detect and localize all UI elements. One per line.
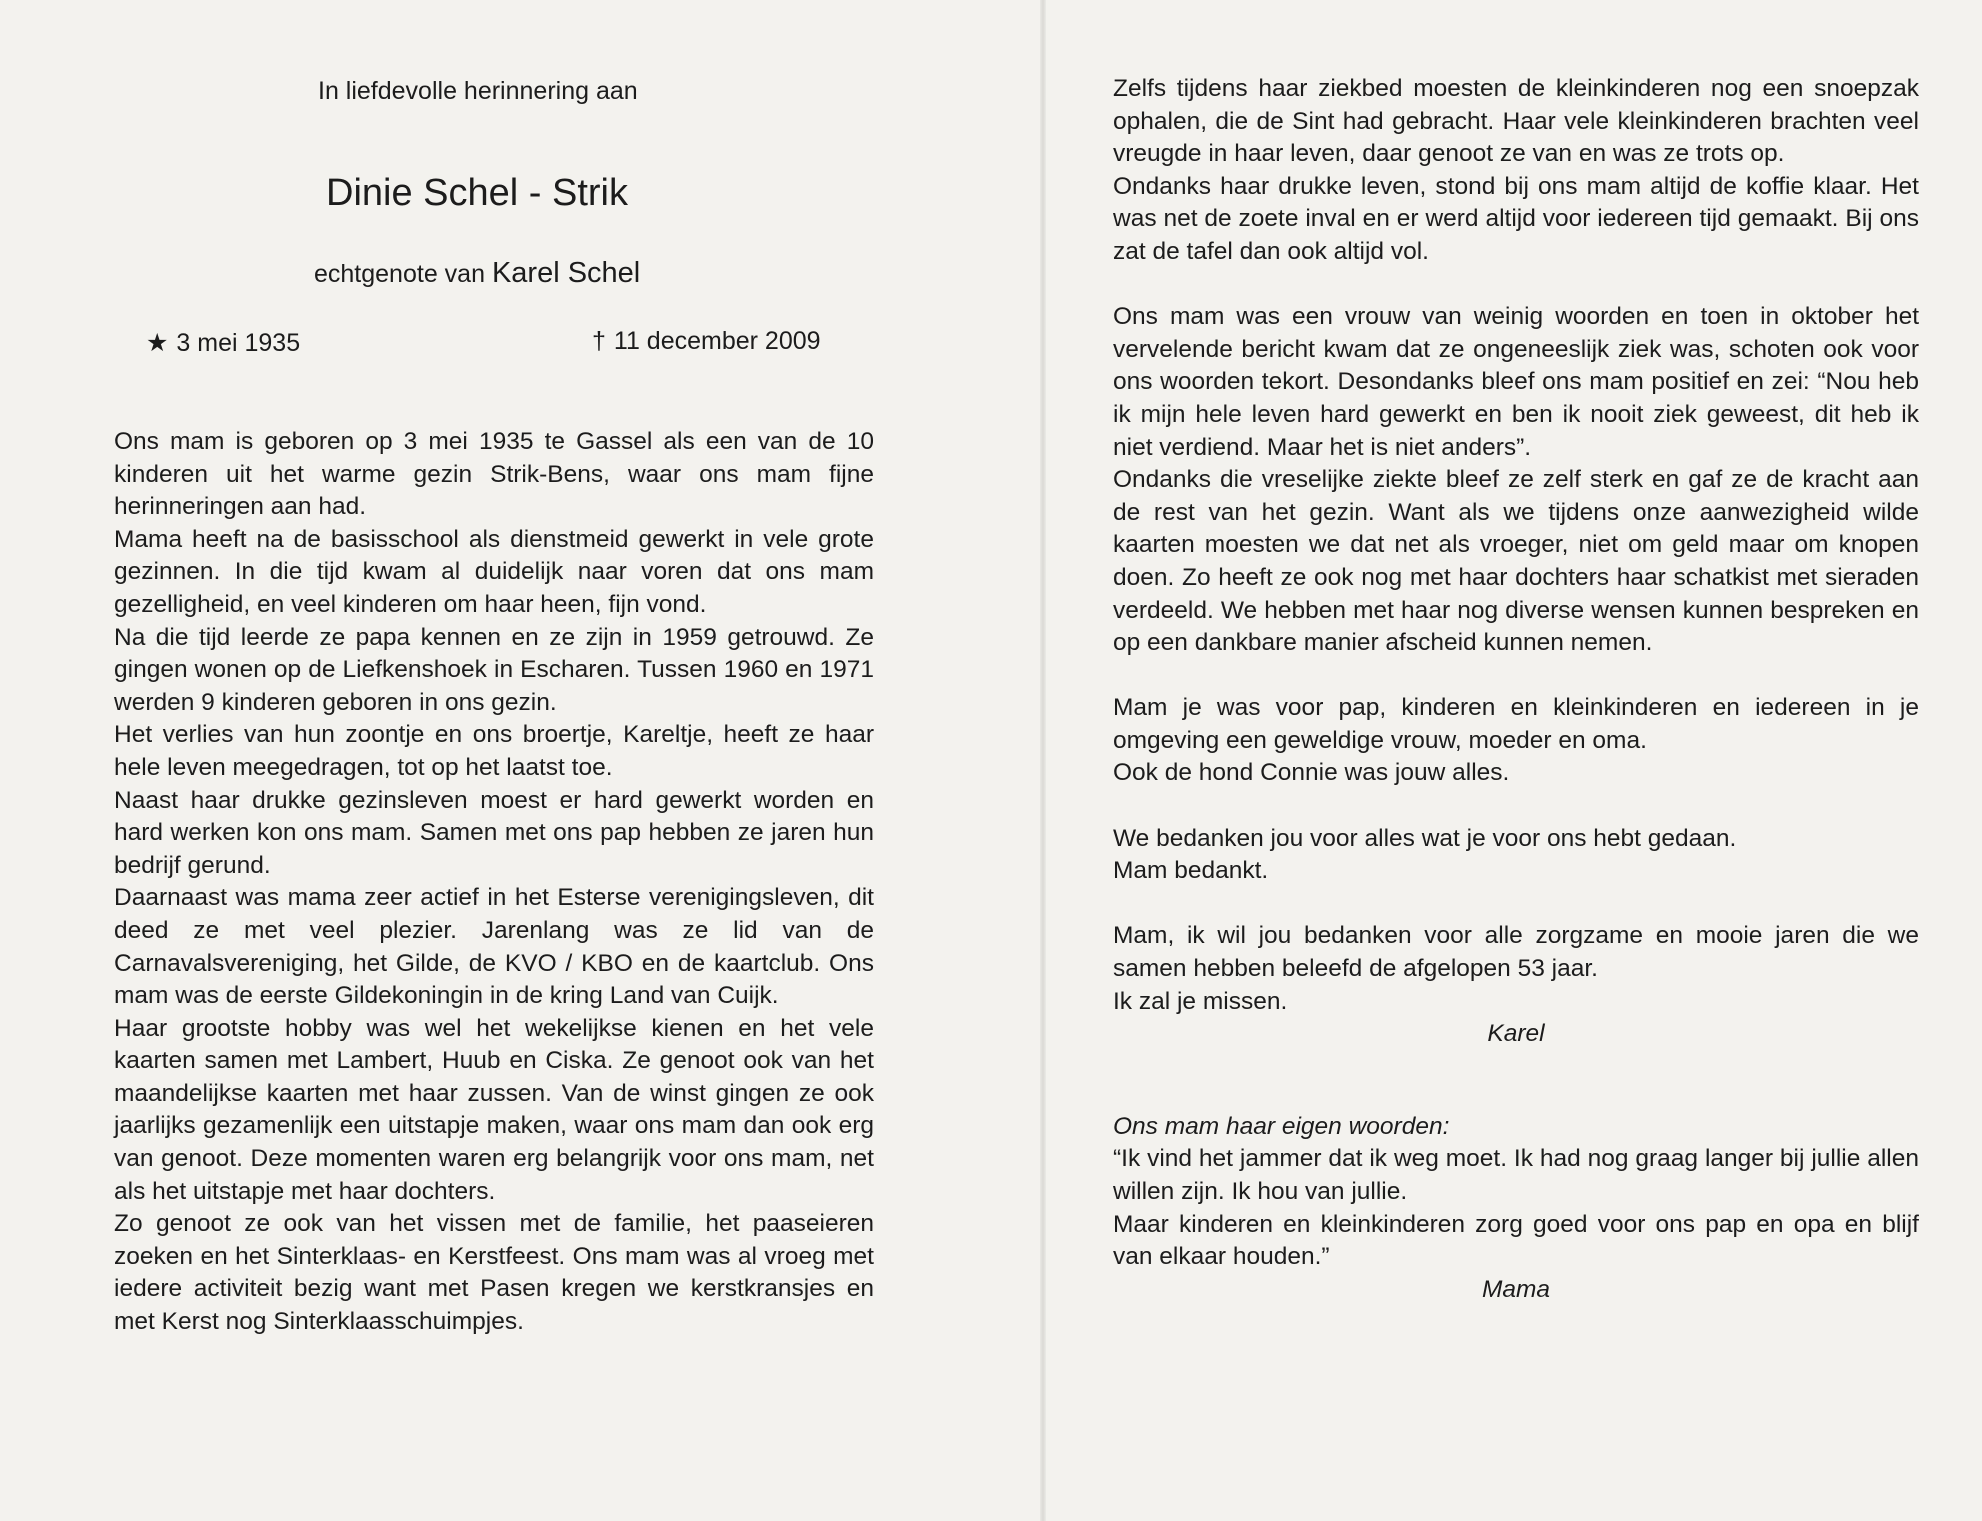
paragraph: Ons mam is geboren op 3 mei 1935 te Gassel als een van de 10 kinderen uit het warme gezin Strik-Bens, waar ons mam fijne herinneringen aan had.: [114, 428, 874, 521]
intro-text: In liefdevolle herinnering aan: [318, 77, 638, 105]
birth-date: [146, 326, 446, 360]
deceased-name: Dinie Schel - Strik: [326, 172, 628, 214]
quote-text: Maar kinderen en kleinkinderen zorg goed voor ons pap en opa en blijf van elkaar houden.”: [1113, 1210, 1919, 1271]
quote-text: “Ik vind het jammer dat ik weg moet. Ik had nog graag langer bij jullie allen willen zijn. Ik hou van jullie.: [1113, 1145, 1919, 1205]
paragraph: Na die tijd leerde ze papa kennen en ze zijn in 1959 getrouwd. Ze gingen wonen op de Liefkenshoek in Escharen. Tussen 1960 en 1971 werden 9 kinderen geboren in ons gezin.: [114, 623, 874, 716]
paragraph: Ons mam was een vrouw van weinig woorden en toen in oktober het vervelende bericht kwam dat ze ongeneeslijk ziek was, schoten ook voor ons woorden tekort. Desondanks bleef ons mam positief en zei: “Nou heb ik mijn hele leven hard gewerkt en ben ik nooit ziek geweest, dit heb ik niet verdiend. Maar het is niet anders”.: [1113, 303, 1919, 461]
spouse-name: Karel Schel: [491, 257, 641, 289]
cross-icon: †: [592, 327, 606, 355]
paragraph: Ondanks haar drukke leven, stond bij ons mam altijd de koffie klaar. Het was net de zoete inval en er werd altijd voor iedereen tijd gemaakt. Bij ons zat de tafel dan ook altijd vol.: [1113, 172, 1919, 265]
death-date: [592, 324, 892, 358]
tribute-text: [1113, 73, 1919, 1306]
quote-title: Ons mam haar eigen woorden:: [1113, 1112, 1450, 1140]
spouse-line: [314, 256, 834, 291]
paragraph: Ik zal je missen.: [1113, 987, 1288, 1015]
paragraph: Zelfs tijdens haar ziekbed moesten de kleinkinderen nog een snoepzak ophalen, die de Sint had gebracht. Haar vele kleinkinderen brachten veel vreugde in haar leven, daar genoot ze van en was ze trots op.: [1113, 75, 1919, 168]
death-date-text: 11 december 2009: [613, 327, 821, 355]
paragraph: Mama heeft na de basisschool als dienstmeid gewerkt in vele grote gezinnen. In die tijd kwam al duidelijk naar voren dat ons mam gezelligheid, en veel kinderen om haar heen, fijn vond.: [114, 525, 874, 618]
spouse-prefix: echtgenote van: [314, 260, 485, 288]
biography: [114, 426, 874, 1339]
paragraph: Ook de hond Connie was jouw alles.: [1113, 759, 1510, 787]
paragraph: Daarnaast was mama zeer actief in het Esterse verenigingsleven, dit deed ze met veel plezier. Jarenlang was ze lid van de Carnavalsvereniging, het Gilde, de KVO / KBO en de kaartclub. Ons mam was de eerste Gildekoningin in de kring Land van Cuijk.: [114, 884, 874, 1010]
paragraph: Mam, ik wil jou bedanken voor alle zorgzame en mooie jaren die we samen hebben beleefd de afgelopen 53 jaar.: [1113, 922, 1919, 983]
paragraph: Haar grootste hobby was wel het wekelijkse kienen en het vele kaarten samen met Lambert, Huub en Ciska. Ze genoot ook van het maandelijkse kaarten met haar zussen. Van de winst gingen ze ook jaarlijks gezamenlijk een uitstapje maken, waar ons mam dan ook erg van genoot. Deze momenten waren erg belangrijk voor ons mam, net als het uitstapje met haar dochters.: [114, 1014, 874, 1205]
paragraph: Zo genoot ze ook van het vissen met de familie, het paaseieren zoeken en het Sinterklaas- en Kerstfeest. Ons mam was al vroeg met iedere activiteit bezig want met Pasen kregen we kerstkransjes en met Kerst nog Sinterklaasschuimpjes.: [114, 1210, 874, 1336]
paragraph: We bedanken jou voor alles wat je voor ons hebt gedaan.: [1113, 824, 1737, 852]
paragraph: Ondanks die vreselijke ziekte bleef ze zelf sterk en gaf ze de kracht aan de rest van het gezin. Want als we tijdens onze aanwezigheid wilde kaarten moesten we dat net als vroeger, niet om geld maar om knopen doen. Zo heeft ze ook nog met haar dochters haar schatkist met sieraden verdeeld. We hebben met haar nog diverse wensen kunnen bespreken en op een dankbare manier afscheid kunnen nemen.: [1113, 466, 1919, 657]
paragraph: Mam je was voor pap, kinderen en kleinkinderen en iedereen in je omgeving een geweldige vrouw, moeder en oma.: [1113, 694, 1919, 754]
paragraph: Het verlies van hun zoontje en ons broertje, Kareltje, heeft ze haar hele leven meegedragen, tot op het laatst toe.: [114, 721, 874, 781]
paragraph: Mam bedankt.: [1113, 857, 1269, 885]
signature-karel: Karel: [1487, 1020, 1545, 1048]
paragraph: Naast haar drukke gezinsleven moest er hard gewerkt worden en hard werken kon ons mam. Samen met ons pap hebben ze jaren hun bedrijf gerund.: [114, 786, 874, 879]
birth-date-text: 3 mei 1935: [176, 329, 301, 357]
star-icon: ★: [146, 329, 169, 357]
card-fold: [1040, 0, 1046, 1521]
signature-mama: Mama: [1481, 1275, 1551, 1303]
